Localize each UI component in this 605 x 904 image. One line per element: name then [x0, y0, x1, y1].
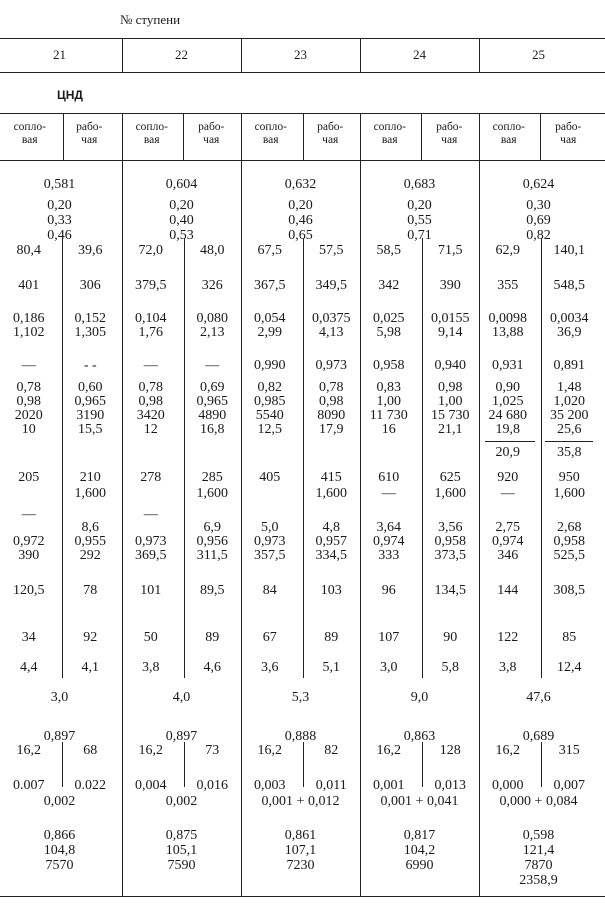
stage-final-value: 0,861: [284, 828, 317, 843]
stage-coef-rotor: 82: [324, 743, 339, 758]
rotor-value: 0,940: [434, 358, 466, 373]
rotor-value: 0,956: [196, 534, 228, 549]
stage-param-common: 0,683: [403, 177, 436, 192]
nozzle-value: 0,98: [16, 394, 41, 409]
nozzle-value: 1,00: [376, 394, 401, 409]
rotor-value: 8090: [317, 408, 346, 423]
rotor-value: 89: [205, 630, 220, 645]
rotor-value: 0,152: [74, 311, 106, 326]
nozzle-value: 96: [381, 583, 396, 598]
nozzle-value: 120,5: [13, 583, 45, 598]
header-rule-stages: [0, 72, 605, 73]
rotor-label: рабо-: [555, 121, 582, 133]
nozzle-value: 346: [497, 548, 519, 563]
rotor-value: 48,0: [200, 243, 225, 258]
fraction-rule: [545, 441, 593, 442]
rotor-value: 17,9: [319, 422, 344, 437]
stage-param-common: 0,20: [288, 198, 313, 213]
nozzle-value: —: [143, 358, 158, 373]
rotor-value: 35,8: [557, 445, 582, 460]
rotor-value: 0,78: [319, 380, 344, 395]
rotor-value: 3,56: [438, 520, 463, 535]
stage-final-value: 7570: [45, 858, 74, 873]
stage-number-25: 25: [532, 47, 545, 62]
nozzle-value: 62,9: [495, 243, 520, 258]
stage-param-common: 0,20: [407, 198, 432, 213]
stage-param-common: 0,65: [288, 228, 313, 243]
rotor-value: 334,5: [315, 548, 347, 563]
nozzle-value: 390: [18, 548, 40, 563]
stage-coef-value: 0,897: [165, 729, 198, 744]
rotor-value: 0,60: [78, 380, 103, 395]
rotor-value: 85: [562, 630, 577, 645]
nozzle-value: 5,98: [376, 325, 401, 340]
nozzle-value: 1,102: [13, 325, 45, 340]
rotor-value: 0,958: [434, 534, 466, 549]
fraction-rule: [485, 441, 535, 442]
stage-leak-sum: 0,000 + 0,084: [499, 794, 578, 809]
stage-coef-nozzle: 16,2: [16, 743, 41, 758]
nozzle-value: 144: [497, 583, 519, 598]
rotor-value: 15,5: [78, 422, 103, 437]
nozzle-value: 355: [497, 278, 519, 293]
rotor-value: 1,600: [315, 486, 347, 501]
nozzle-value: 405: [259, 470, 281, 485]
stage-param-common: 0,632: [284, 177, 317, 192]
nozzle-value: —: [381, 486, 396, 501]
stage-final-value: 104,8: [43, 843, 76, 858]
stage-param-common: 0,46: [47, 228, 72, 243]
rotor-value: 103: [320, 583, 342, 598]
nozzle-value: —: [21, 507, 36, 522]
rotor-value: 1,600: [74, 486, 106, 501]
rotor-value: 0,69: [200, 380, 225, 395]
stage-leak-rotor: 0,016: [196, 778, 228, 793]
rotor-value: 0,965: [74, 394, 106, 409]
nozzle-value: 0,931: [492, 358, 524, 373]
nozzle-value: 3,8: [142, 660, 160, 675]
rotor-value: 950: [558, 470, 580, 485]
nozzle-label-2: вая: [500, 134, 517, 146]
stage-leak-nozzle: 0,001: [373, 778, 405, 793]
nozzle-value: 0,186: [13, 311, 45, 326]
nozzle-value: —: [21, 358, 36, 373]
rotor-value: 78: [83, 583, 98, 598]
stage-inner-divider: [422, 238, 423, 678]
nozzle-value: 0,973: [135, 534, 167, 549]
rotor-value: 92: [83, 630, 98, 645]
rotor-value: —: [205, 358, 220, 373]
rotor-value: 1,600: [553, 486, 585, 501]
nozzle-label: сопло-: [254, 121, 287, 133]
nozzle-value: 84: [262, 583, 277, 598]
header-rule-labels: [0, 160, 605, 161]
stage-number-23: 23: [294, 47, 307, 62]
nozzle-value: 2020: [14, 408, 43, 423]
stage-number-title: № ступени: [119, 12, 181, 27]
nozzle-value: 610: [378, 470, 400, 485]
nozzle-value: 0,973: [254, 534, 286, 549]
stage-coef-nozzle: 16,2: [376, 743, 401, 758]
stage-coef-rotor: 128: [439, 743, 461, 758]
nozzle-value: 80,4: [16, 243, 41, 258]
nozzle-value: 12: [143, 422, 158, 437]
table-bottom-rule: [0, 896, 605, 897]
section-label-cnd: ЦНД: [57, 88, 83, 102]
nozzle-value: 4,4: [20, 660, 38, 675]
nozzle-value: 122: [497, 630, 519, 645]
stage-leak-rotor: 0,011: [315, 778, 347, 793]
rotor-value: 2,13: [200, 325, 225, 340]
rotor-value: 4890: [198, 408, 227, 423]
rotor-value: 285: [201, 470, 223, 485]
stage-leak-sum: 0,002: [43, 794, 76, 809]
rotor-label-2: чая: [441, 134, 458, 146]
nozzle-value: 369,5: [135, 548, 167, 563]
nozzle-value: 0,974: [492, 534, 524, 549]
nozzle-value: 12,5: [257, 422, 282, 437]
rotor-value: 21,1: [438, 422, 463, 437]
rotor-value: 0,891: [553, 358, 585, 373]
nozzle-value: 0,990: [254, 358, 286, 373]
stage-param-common: 0,55: [407, 213, 432, 228]
rotor-value: 89,5: [200, 583, 225, 598]
stage-param-common: 0,20: [47, 198, 72, 213]
stage-param-common: 0,624: [522, 177, 555, 192]
stage-leak-nozzle: 0.007: [13, 778, 45, 793]
rotor-value: 326: [201, 278, 223, 293]
stage-param-common: 0,604: [165, 177, 198, 192]
rotor-value: 57,5: [319, 243, 344, 258]
nozzle-value: 34: [21, 630, 36, 645]
stage-leak-rotor: 0.022: [74, 778, 106, 793]
stage-final-value: 2358,9: [519, 873, 558, 888]
rotor-value: 0,0375: [312, 311, 351, 326]
stage-loss-value: 47,6: [526, 690, 551, 705]
rotor-value: 6,9: [203, 520, 221, 535]
nozzle-value: 24 680: [488, 408, 527, 423]
stage-leak-sum: 0,002: [165, 794, 198, 809]
nozzle-value: 107: [378, 630, 400, 645]
rotor-value: 39,6: [78, 243, 103, 258]
stage-final-value: 0,866: [43, 828, 76, 843]
rotor-value: 4,1: [81, 660, 99, 675]
rotor-value: 134,5: [434, 583, 466, 598]
nozzle-label-2: вая: [21, 134, 38, 146]
stage-param-common: 0,30: [526, 198, 551, 213]
nozzle-value: 16: [381, 422, 396, 437]
rotor-value: 0,973: [315, 358, 347, 373]
rotor-label: рабо-: [76, 121, 103, 133]
stage-final-value: 7590: [167, 858, 196, 873]
rotor-value: 0,0155: [431, 311, 470, 326]
rotor-value: 8,6: [81, 520, 99, 535]
stage-final-value: 6990: [405, 858, 434, 873]
stage-param-common: 0,69: [526, 213, 551, 228]
stage-coef-rotor: 68: [83, 743, 98, 758]
stage-number-24: 24: [413, 47, 426, 62]
nozzle-value: 0,98: [138, 394, 163, 409]
nozzle-value: 101: [140, 583, 162, 598]
nozzle-label: сопло-: [492, 121, 525, 133]
nozzle-value: 0,054: [254, 311, 286, 326]
nozzle-value: 342: [378, 278, 400, 293]
nozzle-label: сопло-: [13, 121, 46, 133]
rotor-value: 2,68: [557, 520, 582, 535]
rotor-value: 140,1: [553, 243, 585, 258]
rotor-value: 390: [439, 278, 461, 293]
nozzle-value: 3,8: [499, 660, 517, 675]
stage-coef-rotor: 73: [205, 743, 220, 758]
rotor-value: 4,8: [322, 520, 340, 535]
rotor-value: 4,13: [319, 325, 344, 340]
nozzle-value: 3,64: [376, 520, 401, 535]
stage-final-value: 107,1: [284, 843, 317, 858]
nozzle-value: 3,0: [380, 660, 398, 675]
stage-final-value: 0,875: [165, 828, 198, 843]
stage-number-22: 22: [175, 47, 188, 62]
nozzle-value: 1,76: [138, 325, 163, 340]
rotor-value: 0,955: [74, 534, 106, 549]
stage-param-common: 0,53: [169, 228, 194, 243]
stage-coef-value: 0,897: [43, 729, 76, 744]
nozzle-value: 0,985: [254, 394, 286, 409]
stage-coef-value: 0,863: [403, 729, 436, 744]
rotor-value: 35 200: [550, 408, 589, 423]
rotor-value: 0,0034: [550, 311, 589, 326]
nozzle-value: 58,5: [376, 243, 401, 258]
rotor-value: 0,957: [315, 534, 347, 549]
stage-leak-sum: 0,001 + 0,012: [261, 794, 340, 809]
stage-param-common: 0,40: [169, 213, 194, 228]
stage-leak-rotor: 0,007: [553, 778, 585, 793]
nozzle-value: 67,5: [257, 243, 282, 258]
nozzle-value: 367,5: [254, 278, 286, 293]
rotor-value: 525,5: [553, 548, 585, 563]
rotor-value: 90: [443, 630, 458, 645]
rotor-value: 373,5: [434, 548, 466, 563]
rotor-label-2: чая: [560, 134, 577, 146]
nozzle-value: 401: [18, 278, 40, 293]
rotor-value: 349,5: [315, 278, 347, 293]
rotor-value: 1,00: [438, 394, 463, 409]
stage-final-value: 0,598: [522, 828, 555, 843]
rotor-value: 71,5: [438, 243, 463, 258]
rotor-label-2: чая: [81, 134, 98, 146]
nozzle-value: 0,104: [135, 311, 167, 326]
stage-final-value: 7230: [286, 858, 315, 873]
nozzle-value: 0,0098: [488, 311, 527, 326]
nozzle-value: 5,0: [261, 520, 279, 535]
nozzle-value: —: [143, 507, 158, 522]
rotor-value: 625: [439, 470, 461, 485]
nozzle-value: 67: [262, 630, 277, 645]
nozzle-value: 11 730: [369, 408, 408, 423]
nozzle-value: 0,78: [138, 380, 163, 395]
stage-leak-nozzle: 0,000: [492, 778, 524, 793]
nozzle-value: 0,90: [495, 380, 520, 395]
nozzle-value: 0,958: [373, 358, 405, 373]
rotor-value: 415: [320, 470, 342, 485]
rotor-value: - -: [83, 358, 97, 373]
nozzle-value: 0,82: [257, 380, 282, 395]
rotor-value: 308,5: [553, 583, 585, 598]
stage-param-common: 0,20: [169, 198, 194, 213]
stage-final-value: 0,817: [403, 828, 436, 843]
rotor-value: 4,6: [203, 660, 221, 675]
stage-coef-value: 0,689: [522, 729, 555, 744]
stage-number-21: 21: [53, 47, 66, 62]
nozzle-value: 379,5: [135, 278, 167, 293]
nozzle-label-2: вая: [143, 134, 160, 146]
stage-coef-rotor: 315: [558, 743, 580, 758]
nozzle-value: 278: [140, 470, 162, 485]
stage-inner-divider: [184, 238, 185, 678]
stage-leak-nozzle: 0,004: [135, 778, 167, 793]
rotor-value: 36,9: [557, 325, 582, 340]
rotor-value: 1,020: [553, 394, 585, 409]
rotor-value: 1,48: [557, 380, 582, 395]
nozzle-value: 13,88: [492, 325, 524, 340]
rotor-value: 5,8: [441, 660, 459, 675]
nozzle-label-2: вая: [381, 134, 398, 146]
rotor-value: 0,98: [438, 380, 463, 395]
stage-loss-value: 9,0: [410, 690, 429, 705]
nozzle-value: 19,8: [495, 422, 520, 437]
rotor-value: 3190: [76, 408, 105, 423]
stage-loss-value: 4,0: [172, 690, 191, 705]
rotor-label: рабо-: [317, 121, 344, 133]
rotor-value: 306: [79, 278, 101, 293]
nozzle-value: 2,99: [257, 325, 282, 340]
nozzle-label-2: вая: [262, 134, 279, 146]
stage-final-value: 104,2: [403, 843, 436, 858]
stage-param-common: 0,33: [47, 213, 72, 228]
stage-leak-rotor: 0,013: [434, 778, 466, 793]
nozzle-value: 0,972: [13, 534, 45, 549]
nozzle-value: —: [500, 486, 515, 501]
rotor-label-2: чая: [203, 134, 220, 146]
nozzle-value: 0,78: [16, 380, 41, 395]
nozzle-value: 0,974: [373, 534, 405, 549]
stage-coef-nozzle: 16,2: [138, 743, 163, 758]
nozzle-label: сопло-: [135, 121, 168, 133]
rotor-value: 292: [79, 548, 101, 563]
stage-final-value: 7870: [524, 858, 553, 873]
rotor-value: 210: [79, 470, 101, 485]
nozzle-value: 920: [497, 470, 519, 485]
nozzle-value: 333: [378, 548, 400, 563]
rotor-label: рабо-: [436, 121, 463, 133]
nozzle-value: 50: [143, 630, 158, 645]
nozzle-value: 20,9: [495, 445, 520, 460]
rotor-value: 1,600: [434, 486, 466, 501]
nozzle-value: 0,025: [373, 311, 405, 326]
stage-param-common: 0,82: [526, 228, 551, 243]
nozzle-value: 10: [21, 422, 36, 437]
nozzle-value: 205: [18, 470, 40, 485]
nozzle-value: 2,75: [495, 520, 520, 535]
rotor-value: 5,1: [322, 660, 340, 675]
stage-param-common: 0,581: [43, 177, 76, 192]
stage-loss-value: 3,0: [50, 690, 69, 705]
rotor-value: 311,5: [196, 548, 228, 563]
nozzle-value: 0,83: [376, 380, 401, 395]
stage-coef-nozzle: 16,2: [495, 743, 520, 758]
stage-leak-nozzle: 0,003: [254, 778, 286, 793]
rotor-value: 0,958: [553, 534, 585, 549]
nozzle-value: 3,6: [261, 660, 279, 675]
nozzle-value: 357,5: [254, 548, 286, 563]
stage-param-common: 0,71: [407, 228, 432, 243]
rotor-value: 548,5: [553, 278, 585, 293]
rotor-value: 1,600: [196, 486, 228, 501]
rotor-label-2: чая: [322, 134, 339, 146]
nozzle-value: 72,0: [138, 243, 163, 258]
nozzle-value: 1,025: [492, 394, 524, 409]
rotor-label: рабо-: [198, 121, 225, 133]
rotor-value: 9,14: [438, 325, 463, 340]
stage-final-value: 105,1: [165, 843, 198, 858]
rotor-value: 89: [324, 630, 339, 645]
stage-coef-value: 0,888: [284, 729, 317, 744]
stage-leak-sum: 0,001 + 0,041: [380, 794, 459, 809]
rotor-value: 0,98: [319, 394, 344, 409]
stage-param-common: 0,46: [288, 213, 313, 228]
rotor-value: 12,4: [557, 660, 582, 675]
rotor-value: 0,080: [196, 311, 228, 326]
nozzle-value: 5540: [255, 408, 284, 423]
stage-final-value: 121,4: [522, 843, 555, 858]
rotor-value: 1,305: [74, 325, 106, 340]
rotor-value: 15 730: [431, 408, 470, 423]
rotor-value: 0,965: [196, 394, 228, 409]
stage-loss-value: 5,3: [291, 690, 310, 705]
stage-inner-divider: [303, 238, 304, 678]
header-rule-top: [0, 38, 605, 39]
stage-inner-divider: [62, 238, 63, 678]
stage-coef-nozzle: 16,2: [257, 743, 282, 758]
nozzle-label: сопло-: [373, 121, 406, 133]
nozzle-value: 3420: [136, 408, 165, 423]
rotor-value: 16,8: [200, 422, 225, 437]
rotor-value: 25,6: [557, 422, 582, 437]
